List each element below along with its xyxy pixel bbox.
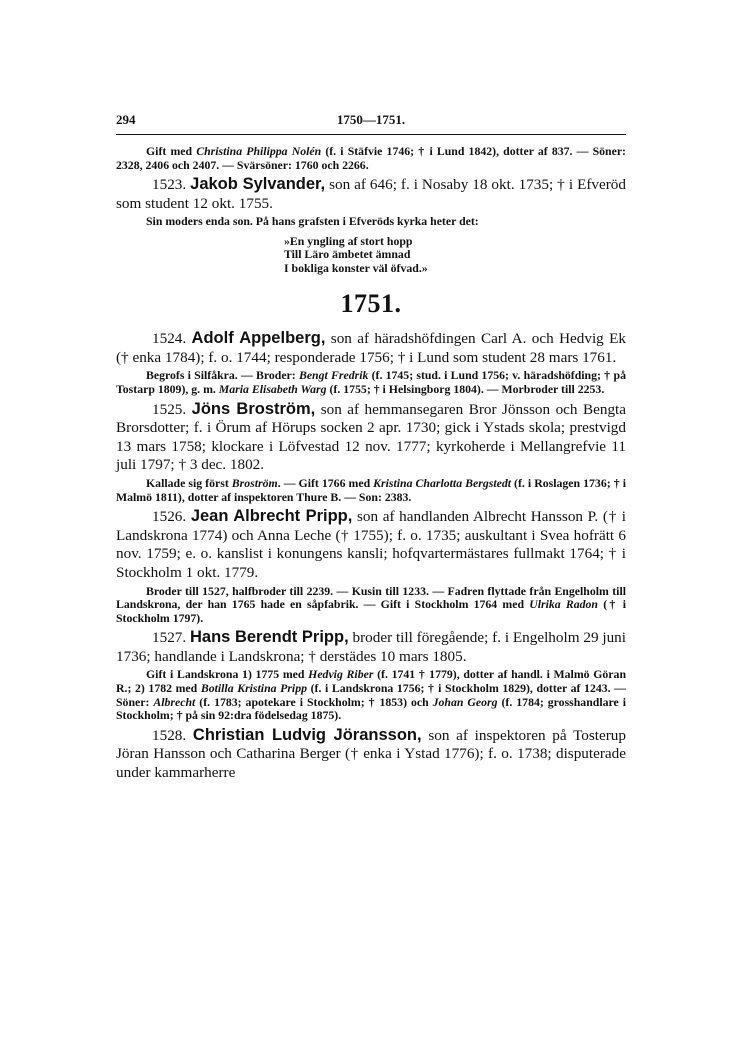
italic-name: Broström [231,475,278,490]
italic-name: Bengt Fredrik [298,368,369,383]
entry-1523 [116,175,626,213]
italic-name: Maria Elisabeth Warg [218,381,327,396]
italic-name: Johan Georg [432,694,498,709]
text-run: Kallade sig först [146,475,232,490]
entry-1524 [116,329,626,367]
poem-line: Till Läro ämbetet ämnad [284,247,411,262]
text-run: Gift i Landskrona 1) 1775 med [146,667,309,682]
text-run: son af inspektoren på Tosterup Jöran Hansson och Catharina Berger († enka i Ystad 1776); f. o. 1738; disputerade under kammarherre [116,726,626,782]
text-run: son af hemmansegaren Bror Jönsson och Bengta Brorsdotter; f. i Örum af Hörups socken 2 apr. 1730; gick i Ystads skola; prestvigd 13 mars 1758; klockare i Löfvestad 12 nov. 1777; kyrkoherde i Mellangrefvie 11 juli 1797; † 3 dec. 1802. [116,400,626,474]
entry-name: Hans Berendt Pripp, [190,628,349,647]
entry-1526 [116,507,626,582]
header-rule [116,134,626,135]
entry-name: Adolf Appelberg, [191,329,326,348]
entry-1527 [116,628,626,666]
text-run: (f. i Landskrona 1756; † i Stockholm 1829), dotter af 1243. — Söner: [116,681,626,709]
italic-name: Ulrika Radon [529,597,598,612]
text-run: 1528. [152,726,193,744]
text-run: (f. 1784; grosshandlare i Stockholm; † på sin 92:dra födelsedag 1875). [116,694,627,723]
italic-name: Kristina Charlotta Bergstedt [373,475,512,490]
note-1527 [116,668,626,722]
entry-name: Christian Ludvig Jöransson, [192,725,422,744]
text-run: (f. 1755; † i Helsingborg 1804). — Morbroder till 2253. [326,381,605,396]
text-run: (f. i Roslagen 1736; † i Malmö 1811), dotter af inspektoren Thure B. — Son: 2383. [116,475,626,504]
text-run: son af handlanden Albrecht Hansson P. († i Landskrona 1774) och Anna Leche († 1755); f. o. 1735; auskultant i Svea hofrätt 6 nov. 1759; e. o. kanslist i konungens kansli; hofqvartermästares fullmakt 1764; † i Stockholm 1 okt. 1779. [116,508,627,581]
epitaph-poem [284,235,626,275]
italic-name: Albrecht [153,694,196,709]
note-1525 [116,477,626,504]
text-run: 1524. [152,330,192,348]
text-run: (f. 1783; apotekare i Stockholm; † 1853) och [195,694,433,709]
note-1524 [116,369,626,396]
note-1523 [116,215,626,229]
poem-line: I bokliga konster väl öfvad.» [284,260,428,275]
year-heading: 1751. [340,289,402,319]
text-run: (f. 1741 † 1779), dotter af handl. i Malmö Göran R.; 2) 1782 med [116,667,627,696]
entry-1528 [116,726,626,783]
text-run: 1527. [152,629,190,647]
text-run: . — Gift 1766 med [277,475,374,490]
text-run: 1523. [152,176,191,194]
text-run: Broder till 1527, halfbroder till 2239. — Kusin till 1233. — Fadren flyttade från Engelholm till Landskrona, der han 1765 hade en såpfabrik. — Gift i Stockholm 1764 med [116,583,626,612]
entry-name: Jean Albrecht Pripp, [190,507,353,526]
year-range: 1750—1751. [336,112,406,127]
text-run: Gift med [146,144,197,158]
italic-name: Christina Philippa Nolén [196,144,322,158]
text-run: broder till föregående; f. i Engelholm 29 juni 1736; handlande i Landskrona; † derstädes 10 mars 1805. [116,629,626,665]
running-header [116,112,626,132]
entry-name: Jakob Sylvander, [190,175,326,194]
text-run: 1525. [152,400,192,418]
italic-name: Botilla Kristina Pripp [200,681,308,696]
text-run: 1526. [152,508,191,526]
text-run: (f. 1745; stud. i Lund 1756; v. häradshöfding; † på Tostarp 1809), g. m. [116,368,626,396]
note-1526 [116,585,626,626]
gift-1522-note [116,145,626,172]
text-run: († i Stockholm 1797). [116,597,626,625]
entry-1525 [116,400,626,475]
text-run: Sin moders enda son. På hans grafsten i Efveröds kyrka heter det: [146,214,479,229]
text-run: son af 646; f. i Nosaby 18 okt. 1735; † i Efveröd som student 12 okt. 1755. [116,176,626,212]
page-number: 294 [116,112,136,127]
document-page [116,112,626,783]
italic-name: Hedvig Riber [308,667,374,682]
text-run: (f. i Stäfvie 1746; † i Lund 1842), dotter af 837. — Söner: 2328, 2406 och 2407. — Svärsöner: 1760 och 2266. [116,144,626,172]
text-run: son af häradshöfdingen Carl A. och Hedvig Ek († enka 1784); f. o. 1744; responderade 1756; † i Lund som student 28 mars 1761. [116,330,627,366]
entry-name: Jöns Broström, [191,399,316,418]
page-body [116,145,626,783]
poem-line: »En yngling af stort hopp [284,233,413,248]
text-run: Begrofs i Silfåkra. — Broder: [146,368,299,383]
